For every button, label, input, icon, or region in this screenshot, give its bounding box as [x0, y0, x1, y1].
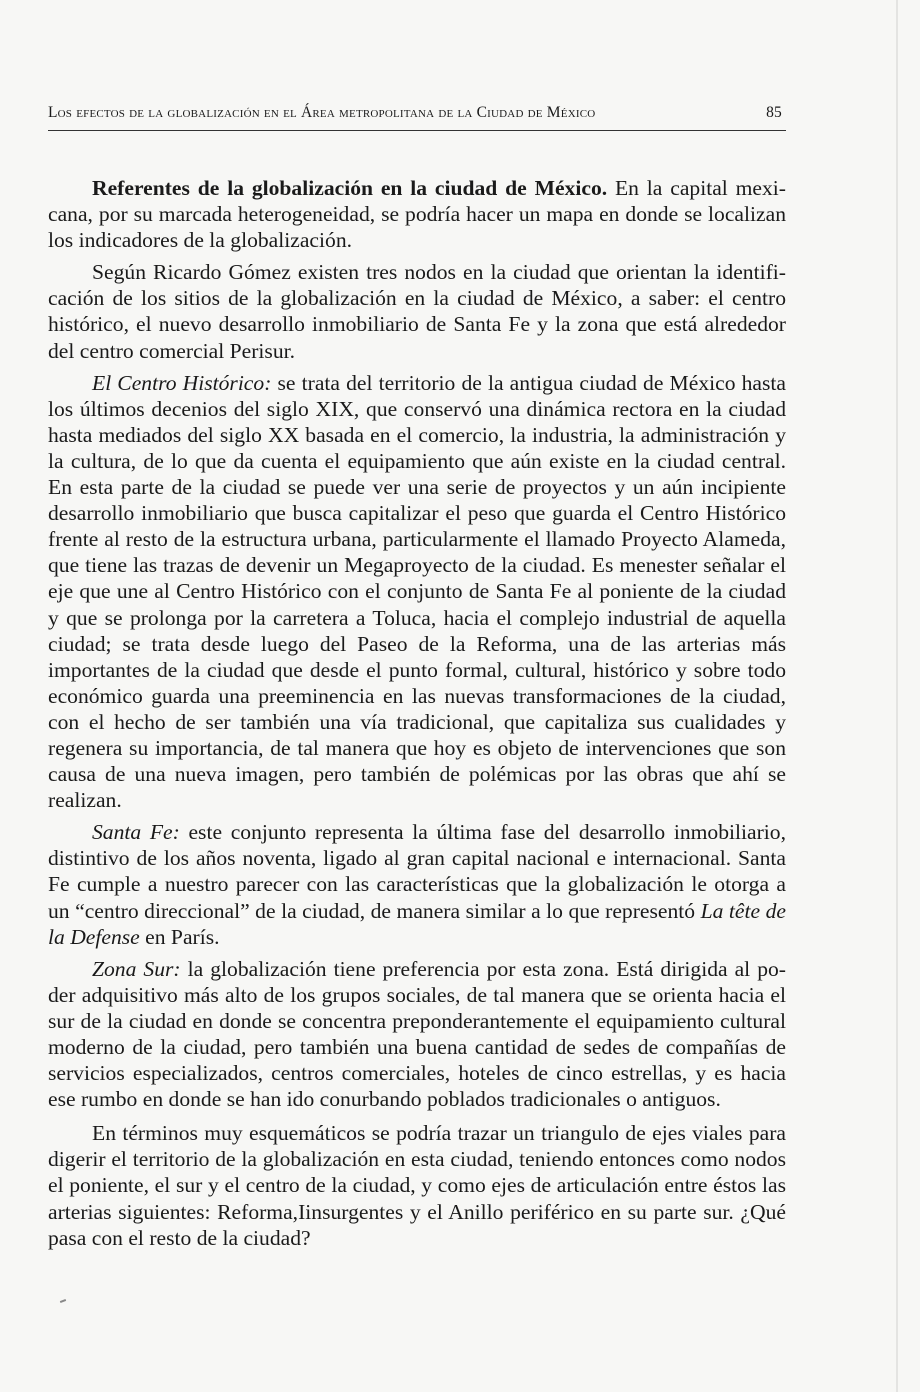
running-header [48, 100, 786, 131]
page-number: 85 [766, 104, 782, 121]
paragraph-centro-historico [48, 370, 786, 814]
paragraph-text-end: en París. [139, 924, 220, 949]
subsection-lead: Zona Sur: [92, 956, 181, 981]
subsection-lead: Santa Fe: [92, 820, 180, 845]
paragraph-triangulo [48, 1120, 786, 1250]
inline-italic-reference: La tête de la Defense [48, 898, 786, 949]
paragraph-nodos [48, 259, 786, 363]
paragraph-text: Según Ricardo Gómez existen tres nodos en la ciudad que orientan la identificación de los sitios de la globalización en la ciudad de México, a saber: el centro histórico, el nuevo desarrollo inmobiliario de Santa Fe y la zona que está alrededor del centro comercial Perisur. [48, 260, 786, 363]
document-page [48, 100, 786, 1257]
body-text [48, 175, 786, 1251]
paragraph-santa-fe [48, 819, 786, 949]
paragraph-text: la globalización tiene preferencia por esta zona. Está dirigida al poder adquisitivo más alto de los grupos sociales, de tal manera que se orienta hacia el sur de la ciudad en donde se concentra preponderantemente el equipamiento cultural moderno de la ciudad, pero también una buena cantidad de sedes de compañías de servicios especializados, centros comerciales, hoteles de cinco estrellas, y es hacia ese rumbo en donde se han ido conurbando poblados tradicionales o antiguos. [48, 956, 786, 1112]
paragraph-zona-sur [48, 956, 786, 1113]
running-title: Los efectos de la globalización en el Área metropolitana de la Ciudad de México [48, 104, 596, 121]
paragraph-text: En la capital mexicana, por su marcada heterogeneidad, se podría hacer un mapa en donde se localizan los indicadores de la globalización. [48, 176, 786, 253]
paragraph-referentes [48, 175, 786, 253]
scan-speck [60, 1299, 66, 1303]
section-heading: Referentes de la globalización en la ciudad de México. [92, 176, 608, 200]
paragraph-text: este conjunto representa la última fase del desarrollo inmobiliario, distintivo de los años noventa, ligado al gran capital nacional e internacional. Santa Fe cumple a nuestro parecer con las características que la globalización le otorga a un “centro direccional” de la ciudad, de manera similar a lo que representó [48, 820, 786, 923]
paragraph-text: En términos muy esquemáticos se podría trazar un triangulo de ejes viales para digerir el territorio de la globalización en esta ciudad, teniendo entonces como nodos el poniente, el sur y el centro de la ciudad, y como ejes de articulación entre éstos las arterias siguientes: Reforma,Iinsurgentes y el Anillo periférico en su parte sur. ¿Qué pasa con el resto de la ciudad? [48, 1121, 786, 1250]
paragraph-text: se trata del territorio de la antigua ciudad de México hasta los últimos decenios del siglo XIX, que conservó una dinámica rectora en la ciudad hasta mediados del siglo XX basada en el comercio, la industria, la administración y la cultura, de lo que da cuenta el equipamiento que aún existe en la ciudad central. En esta parte de la ciudad se puede ver una serie de proyectos y un aún incipiente desarrollo inmobiliario que busca capitalizar el peso que guarda el Centro Histórico frente al resto de la estructura urbana, particularmente el llamado Proyecto Alameda, que tiene las trazas de devenir un Megaproyecto de la ciudad. Es menester señalar el eje que une al Centro Histórico con el conjunto de Santa Fe al poniente de la ciudad y que se prolonga por la carretera a Toluca, hacia el complejo industrial de aquella ciudad; se trata desde luego del Paseo de la Reforma, una de las arterias más importantes de la ciudad que desde el punto formal, cultural, histórico y sobre todo económico guarda una preeminencia en las nuevas transformaciones de la ciudad, con el hecho de ser también una vía tradicional, que capitaliza sus cualidades y regenera su importancia, de tal manera que hoy es objeto de intervenciones que son causa de una nueva imagen, pero también de polémicas por las obras que ahí se realizan. [48, 370, 787, 813]
subsection-lead: El Centro Histórico: [92, 370, 272, 395]
scan-page-edge [896, 0, 898, 1392]
